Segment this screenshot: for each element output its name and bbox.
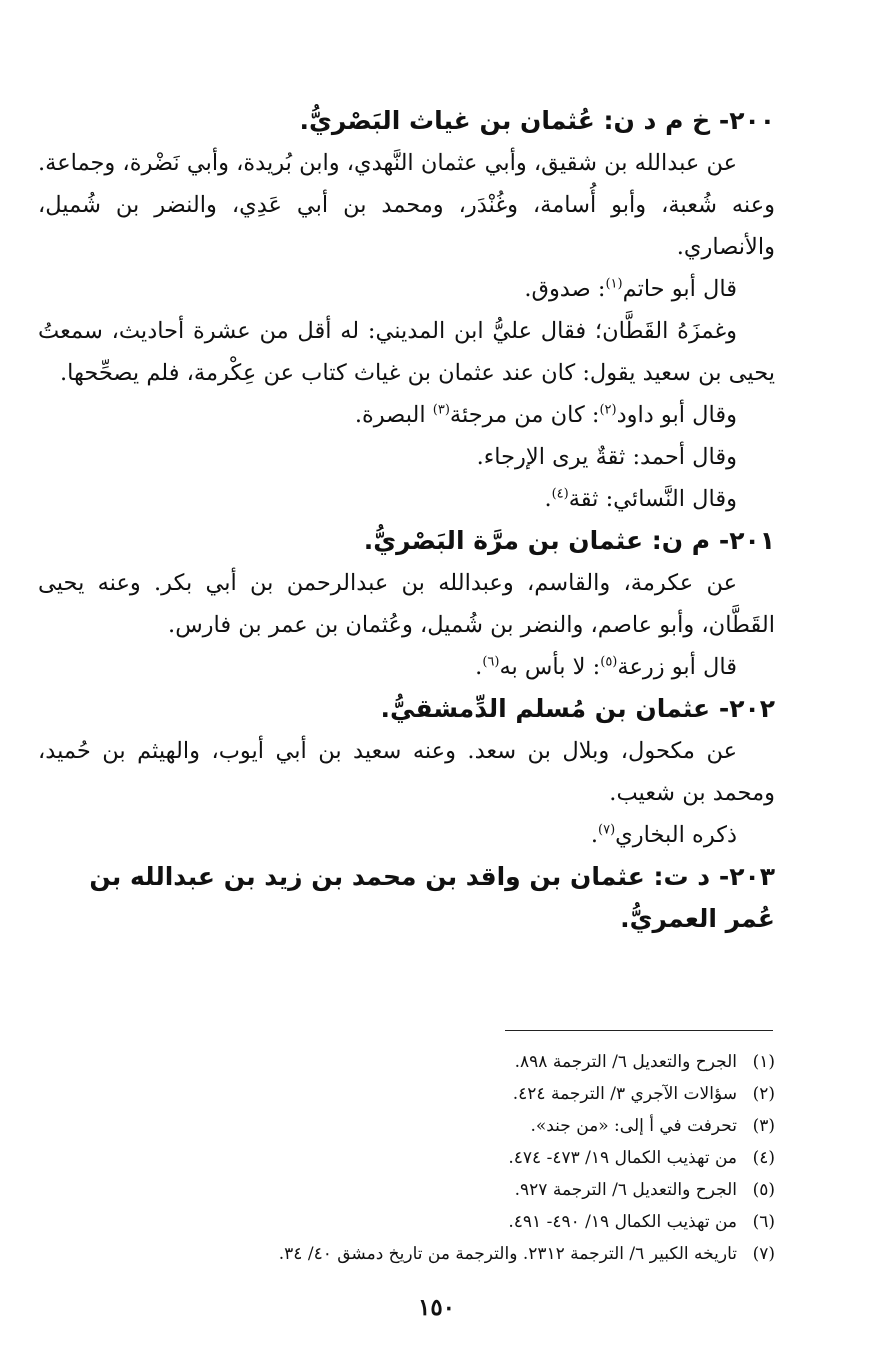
footnote — [38, 1206, 775, 1238]
main-text — [38, 100, 775, 940]
footnote-divider — [505, 1030, 773, 1031]
paragraph-text: . — [475, 654, 483, 680]
paragraph-text: . — [590, 822, 599, 848]
footnote-number: (٦) — [752, 1212, 775, 1232]
footnote-ref: (٥) — [600, 654, 618, 670]
paragraph-text: : لا بأس به — [499, 654, 601, 680]
paragraph-text: قال أبو زرعة — [617, 654, 737, 680]
paragraph-text: . — [544, 486, 552, 512]
footnote-ref: (١) — [605, 276, 623, 292]
paragraph-text: وقال النَّسائي: ثقة — [568, 486, 737, 512]
page-number: ١٥٠ — [417, 1294, 456, 1321]
footnote-ref: (٢) — [599, 402, 617, 418]
entry-paragraph — [38, 814, 775, 856]
paragraph-text: قال أبو حاتم — [622, 276, 737, 302]
entry-paragraph — [38, 268, 775, 310]
entry-title: ٢٠١- م ن: عثمان بن مرَّة البَصْريُّ. — [363, 526, 775, 555]
paragraph-text: : صدوق. — [524, 276, 606, 302]
paragraph-text: البصرة. — [354, 402, 433, 428]
footnote-ref: (٧) — [598, 822, 616, 838]
footnote — [38, 1174, 775, 1206]
footnote-text: الجرح والتعديل ٦/ الترجمة ٩٢٧. — [514, 1180, 737, 1200]
entry-title: ٢٠٢- عثمان بن مُسلم الدِّمشقيُّ. — [380, 694, 775, 723]
footnote-number: (٢) — [752, 1084, 775, 1104]
paragraph-text: عن عبدالله بن شقيق، وأبي عثمان النَّهدي، وابن بُريدة، وأبي نَضْرة، وجماعة. وعنه شُعبة، وأبو أُسامة، وغُنْدَر، ومحمد بن أبي عَدِي، والنضر بن شُميل، والأنصاري. — [38, 150, 775, 260]
footnote-number: (٣) — [752, 1116, 775, 1136]
paragraph-text: ذكره البخاري — [615, 822, 737, 848]
footnote-text: الجرح والتعديل ٦/ الترجمة ٨٩٨. — [514, 1052, 737, 1072]
paragraph-text: : كان من مرجئة — [449, 402, 600, 428]
entry-paragraph — [38, 478, 775, 520]
entry-paragraph — [38, 142, 775, 268]
entry-title: ٢٠٠- خ م د ن: عُثمان بن غياث البَصْريُّ. — [299, 106, 775, 135]
paragraph-text: وغمزَهُ القَطَّان؛ فقال عليُّ ابن المديني: له أقل من عشرة أحاديث، سمعتُ يحيى بن سعيد يقول: كان عند عثمان بن غياث كتاب عن عِكْرمة، فلم يصحِّحها. — [38, 318, 775, 386]
entry-paragraph — [38, 310, 775, 394]
entry-paragraph — [38, 436, 775, 478]
footnote-text: من تهذيب الكمال ١٩/ ٤٧٣- ٤٧٤. — [508, 1148, 737, 1168]
footnote-ref: (٦) — [482, 654, 500, 670]
footnote-ref: (٣) — [432, 402, 450, 418]
paragraph-text: عن مكحول، وبلال بن سعد. وعنه سعيد بن أبي أيوب، والهيثم بن حُميد، ومحمد بن شعيب. — [38, 738, 775, 806]
footnote-ref: (٤) — [551, 486, 569, 502]
footnote-text: سؤالات الآجري ٣/ الترجمة ٤٢٤. — [512, 1084, 737, 1104]
footnote — [38, 1078, 775, 1110]
paragraph-text: عن عكرمة، والقاسم، وعبدالله بن عبدالرحمن بن أبي بكر. وعنه يحيى القَطَّان، وأبو عاصم، والنضر بن شُميل، وعُثمان بن عمر بن فارس. — [38, 570, 775, 638]
entry-paragraph — [38, 394, 775, 436]
footnote-number: (٥) — [752, 1180, 775, 1200]
footnote — [38, 1238, 775, 1270]
entry-title: ٢٠٣- د ت: عثمان بن واقد بن محمد بن زيد بن عبدالله بن عُمر العمريُّ. — [89, 862, 775, 933]
footnotes — [38, 1046, 775, 1270]
footnote-number: (٧) — [752, 1244, 775, 1264]
entry-paragraph — [38, 730, 775, 814]
footnote-text: تحرفت في أ إلى: «من جند». — [530, 1116, 737, 1136]
footnote-text: من تهذيب الكمال ١٩/ ٤٩٠- ٤٩١. — [508, 1212, 737, 1232]
footnote — [38, 1046, 775, 1078]
footnote-number: (٤) — [752, 1148, 775, 1168]
footnote-number: (١) — [752, 1052, 775, 1072]
entry-paragraph — [38, 562, 775, 646]
paragraph-text: وقال أحمد: ثقةٌ يرى الإرجاء. — [476, 444, 737, 470]
paragraph-text: وقال أبو داود — [616, 402, 737, 428]
footnote-text: تاريخه الكبير ٦/ الترجمة ٢٣١٢. والترجمة من تاريخ دمشق ٤٠/ ٣٤. — [278, 1244, 737, 1264]
footnote — [38, 1110, 775, 1142]
entry-paragraph — [38, 646, 775, 688]
footnote — [38, 1142, 775, 1174]
